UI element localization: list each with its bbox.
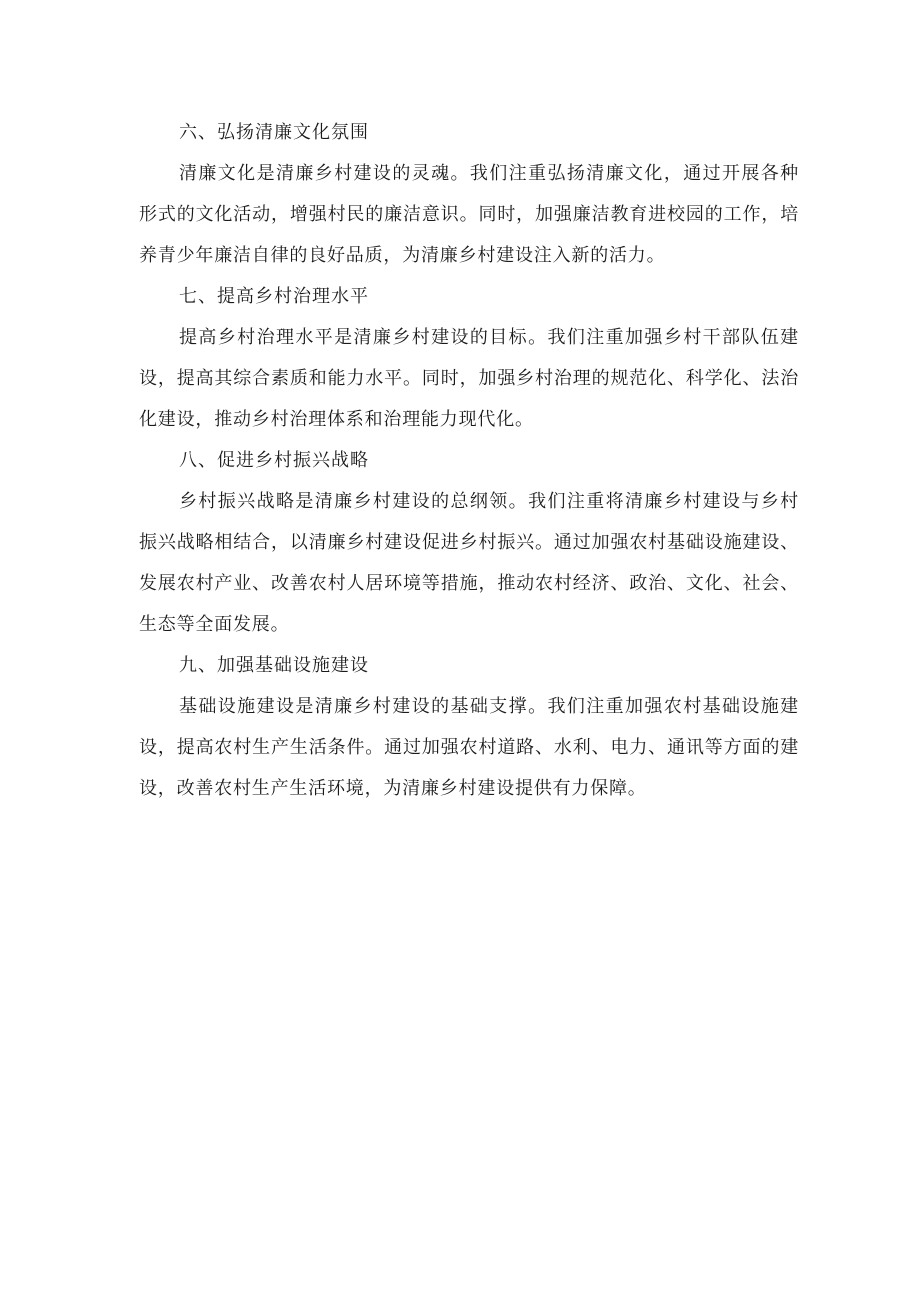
section-heading: 六、弘扬清廉文化氛围 <box>179 122 369 143</box>
section-8 <box>139 440 799 645</box>
section-paragraph: 清廉文化是清廉乡村建设的灵魂。我们注重弘扬清廉文化，通过开展各种形式的文化活动，增强村民的廉洁意识。同时，加强廉洁教育进校园的工作，培养青少年廉洁自律的良好品质，为清廉乡村建设注入新的活力。 <box>139 163 799 266</box>
section-heading: 九、加强基础设施建设 <box>179 655 369 676</box>
section-heading: 八、促进乡村振兴战略 <box>179 450 369 471</box>
section-6 <box>139 112 799 276</box>
section-9 <box>139 645 799 809</box>
section-7 <box>139 276 799 440</box>
section-paragraph: 提高乡村治理水平是清廉乡村建设的目标。我们注重加强乡村干部队伍建设，提高其综合素质和能力水平。同时，加强乡村治理的规范化、科学化、法治化建设，推动乡村治理体系和治理能力现代化。 <box>139 327 799 430</box>
document-page <box>139 112 799 809</box>
section-paragraph: 基础设施建设是清廉乡村建设的基础支撑。我们注重加强农村基础设施建设，提高农村生产生活条件。通过加强农村道路、水利、电力、通讯等方面的建设，改善农村生产生活环境，为清廉乡村建设提供有力保障。 <box>139 696 799 799</box>
section-heading: 七、提高乡村治理水平 <box>179 286 369 307</box>
section-paragraph: 乡村振兴战略是清廉乡村建设的总纲领。我们注重将清廉乡村建设与乡村振兴战略相结合，以清廉乡村建设促进乡村振兴。通过加强农村基础设施建设、发展农村产业、改善农村人居环境等措施，推动农村经济、政治、文化、社会、生态等全面发展。 <box>139 491 799 635</box>
